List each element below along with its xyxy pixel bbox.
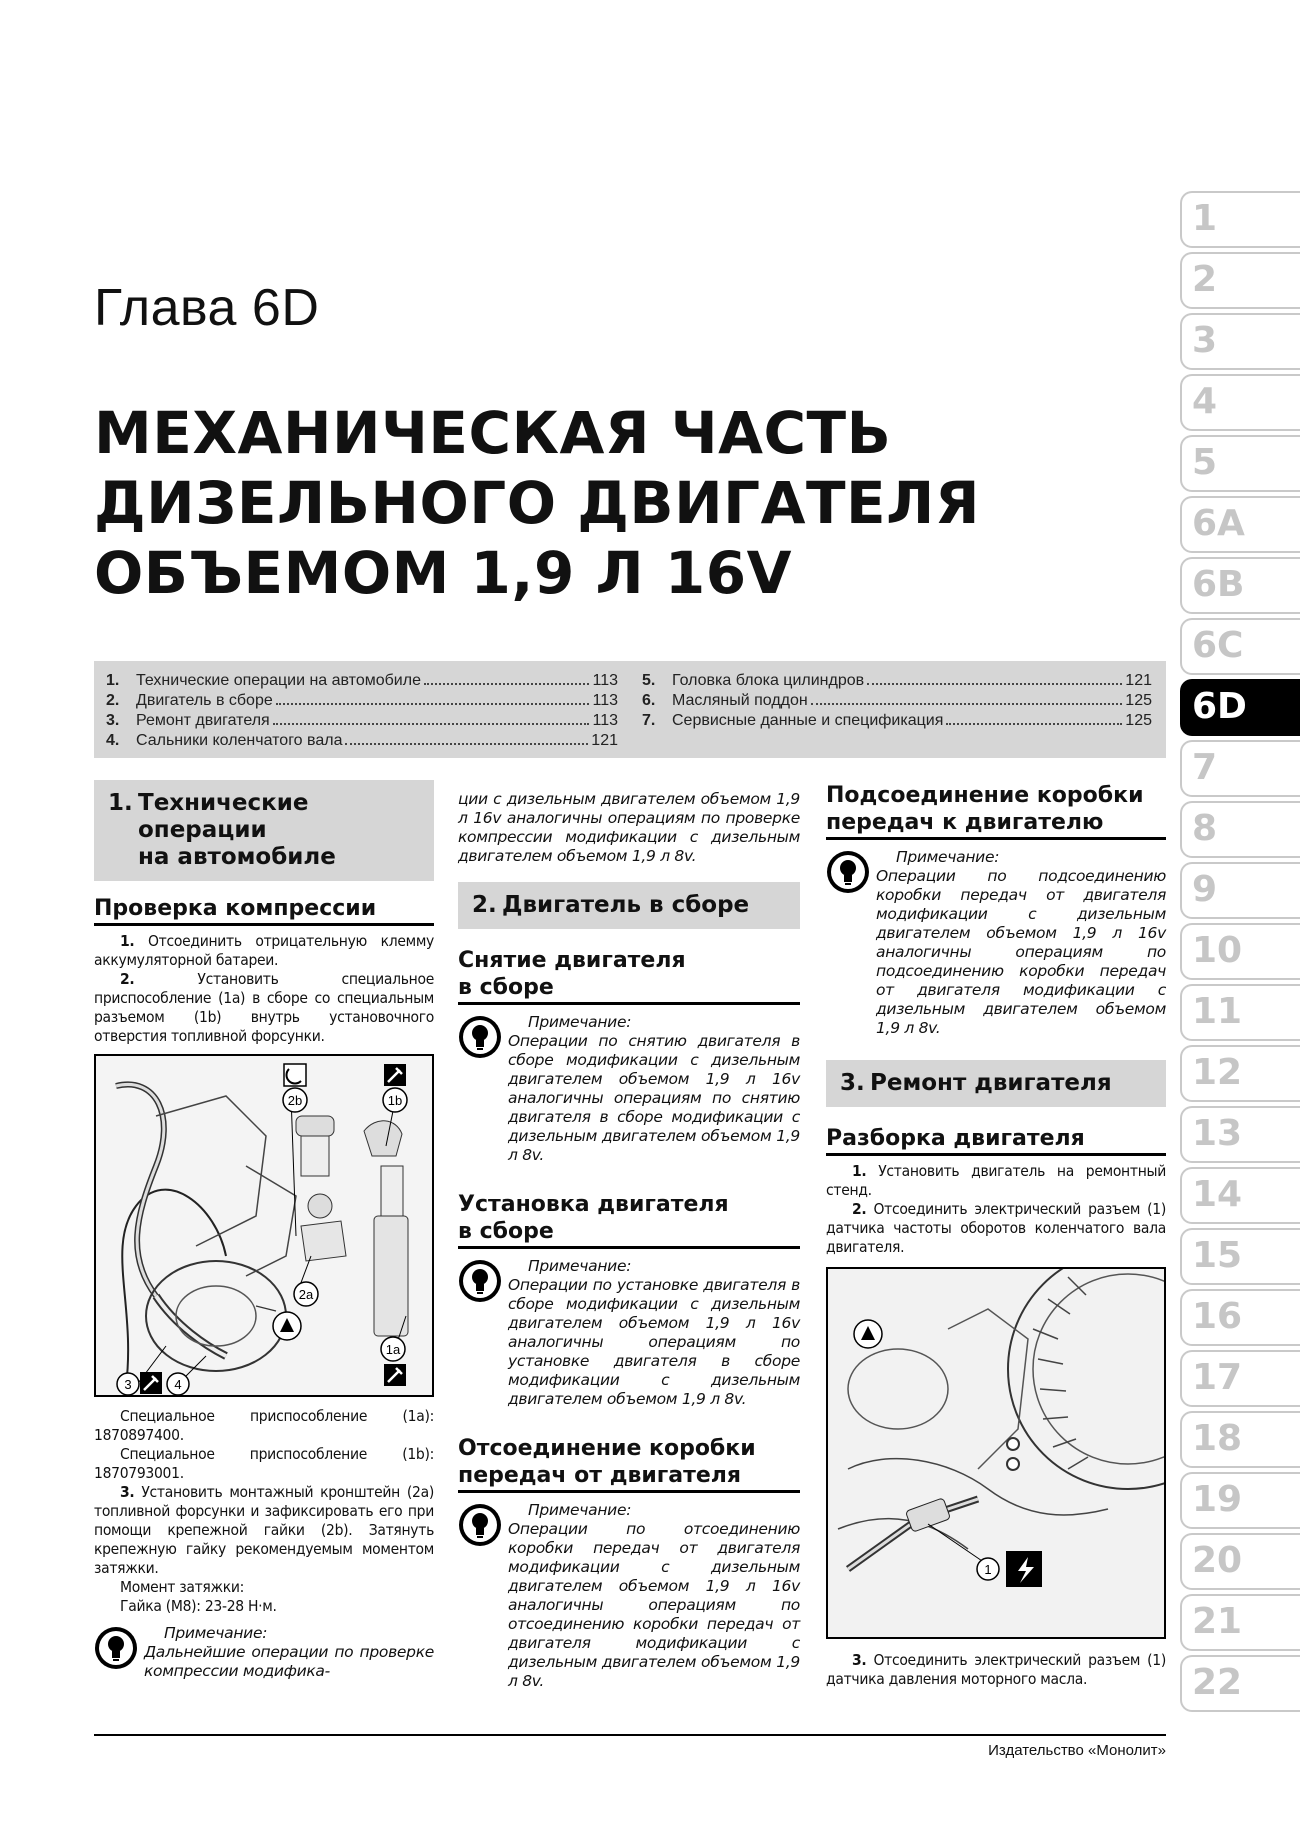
subheading-engine-disassembly: Разборка двигателя [826, 1125, 1166, 1156]
tab-label: 6C [1192, 625, 1244, 666]
tab-label: 5 [1192, 442, 1218, 483]
callout-1b: 1b [387, 1093, 403, 1108]
tab-label: 21 [1192, 1601, 1243, 1642]
body-text [826, 1651, 1166, 1689]
tab-label: 12 [1192, 1052, 1243, 1093]
figure-drawing [96, 1056, 434, 1397]
note [458, 1501, 800, 1691]
section-header-3 [826, 1060, 1166, 1107]
note [94, 1624, 434, 1681]
note [826, 848, 1166, 1038]
section-header-1 [94, 780, 434, 881]
toc-title: Масляный поддон [672, 692, 808, 709]
toc-page-number: 113 [592, 692, 618, 709]
page-title [94, 398, 980, 608]
tab-chapter-12[interactable] [1180, 1042, 1300, 1103]
tab-chapter-8[interactable] [1180, 798, 1300, 859]
tab-label: 17 [1192, 1357, 1243, 1398]
toc-number: 2. [106, 692, 120, 709]
tab-label: 22 [1192, 1662, 1243, 1703]
note-title: Примечание: [896, 848, 1000, 866]
toc-title: Технические операции на автомобиле [136, 672, 421, 689]
section-title: Технические операции на автомобиле [138, 790, 336, 870]
step-text: Отсоединить электрический разъем (1) датчика частоты оборотов коленчатого вала двигателя. [826, 1200, 1166, 1256]
callout-1a: 1a [385, 1342, 401, 1357]
toc-number: 4. [106, 732, 120, 749]
callout-4: 4 [174, 1377, 182, 1392]
tab-label: 8 [1192, 808, 1218, 849]
callout-1: 1 [984, 1562, 992, 1577]
continued-note-text: ции с дизельным двигателем объемом 1,9 л 16v аналогичны операциям по проверке компрессии модификации с дизельным двигателем объемом 1,9 л 8v. [458, 790, 800, 865]
tab-chapter-6c[interactable] [1180, 615, 1300, 676]
tab-label: 1 [1192, 198, 1218, 239]
note-text: Дальнейшие операции по проверке компрессии модифика- [144, 1643, 434, 1680]
tab-label: 6D [1192, 686, 1247, 727]
toc-number: 6. [642, 692, 656, 709]
section-number: 3. [840, 1070, 865, 1096]
tab-chapter-15[interactable] [1180, 1225, 1300, 1286]
note-title: Примечание: [164, 1624, 268, 1642]
step-text: Установить монтажный кронштейн (2a) топливной форсунки и зафиксировать его при помощи крепежной гайки (2b). Затянуть крепежную гайку рекомендуемым моментом затяжки. [94, 1483, 434, 1577]
step-text: Установить специальное приспособление (1a) в сборе со специальным разъемом (1b) внутрь установочного отверстия топливной форсунки. [94, 970, 434, 1045]
toc-page-number: 125 [1125, 712, 1152, 729]
tab-chapter-2[interactable] [1180, 249, 1300, 310]
tab-chapter-10[interactable] [1180, 920, 1300, 981]
tab-label: 14 [1192, 1174, 1243, 1215]
figure-injector-compression-tool [94, 1054, 434, 1397]
torque-label: Момент затяжки: [120, 1578, 245, 1596]
toc-title: Ремонт двигателя [136, 712, 270, 729]
note-title: Примечание: [528, 1501, 632, 1519]
toc-number: 5. [642, 672, 656, 689]
tab-chapter-16[interactable] [1180, 1286, 1300, 1347]
toc-page-number: 113 [592, 672, 618, 689]
column-2 [458, 790, 800, 1691]
step-number: 1. [852, 1162, 867, 1180]
lightbulb-icon [458, 1259, 502, 1303]
toc-leader [811, 691, 1123, 705]
section-number: 2. [472, 892, 497, 918]
tab-chapter-17[interactable] [1180, 1347, 1300, 1408]
tab-chapter-6a[interactable] [1180, 493, 1300, 554]
tab-label: 20 [1192, 1540, 1243, 1581]
tab-label: 6A [1192, 503, 1245, 544]
toc-leader [424, 671, 590, 685]
step-text: Отсоединить отрицательную клемму аккумуляторной батареи. [94, 932, 434, 969]
tab-chapter-7[interactable] [1180, 737, 1300, 798]
publisher-credit: Издательство «Монолит» [988, 1742, 1166, 1759]
section-number: 1. [108, 790, 133, 816]
title-line: ДИЗЕЛЬНОГО ДВИГАТЕЛЯ [94, 469, 980, 537]
tab-chapter-6b[interactable] [1180, 554, 1300, 615]
title-line: ОБЪЕМОМ 1,9 Л 16V [94, 539, 792, 607]
tab-chapter-19[interactable] [1180, 1469, 1300, 1530]
tab-chapter-13[interactable] [1180, 1103, 1300, 1164]
body-text [94, 1407, 434, 1616]
table-of-contents [94, 661, 1166, 758]
chapter-label: Глава 6D [94, 279, 320, 337]
tab-label: 3 [1192, 320, 1218, 361]
chapter-tabs [1180, 188, 1300, 1713]
tab-chapter-3[interactable] [1180, 310, 1300, 371]
toc-left-column [106, 671, 618, 751]
tab-chapter-1[interactable] [1180, 188, 1300, 249]
toc-leader [867, 671, 1122, 685]
body-text [94, 932, 434, 1046]
step-number: 1. [120, 932, 135, 950]
tab-label: 19 [1192, 1479, 1243, 1520]
section-title: Ремонт двигателя [870, 1070, 1112, 1096]
tab-chapter-21[interactable] [1180, 1591, 1300, 1652]
callout-2b: 2b [287, 1093, 303, 1108]
toc-entry[interactable] [642, 691, 1152, 711]
tab-label: 7 [1192, 747, 1218, 788]
callout-3: 3 [124, 1377, 132, 1392]
subheading-gearbox-disconnect: Отсоединение коробки передач от двигателя [458, 1435, 800, 1493]
column-1 [94, 780, 434, 1681]
tab-chapter-11[interactable] [1180, 981, 1300, 1042]
lightbulb-icon [458, 1015, 502, 1059]
toc-title: Сервисные данные и спецификация [672, 712, 944, 729]
tab-chapter-5[interactable] [1180, 432, 1300, 493]
lightbulb-icon [94, 1626, 138, 1670]
subheading-compression-check: Проверка компрессии [94, 895, 434, 926]
step-text: Отсоединить электрический разъем (1) датчика давления моторного масла. [826, 1651, 1166, 1688]
toc-title: Сальники коленчатого вала [136, 732, 343, 749]
step-number: 3. [852, 1651, 867, 1669]
tab-label: 10 [1192, 930, 1243, 971]
body-text [826, 1162, 1166, 1257]
tab-label: 15 [1192, 1235, 1243, 1276]
toc-entry[interactable] [642, 671, 1152, 691]
note-text: Операции по отсоединению коробки передач от двигателя модификации с дизельным двигателем объемом 1,9 л 16v аналогичны операциям по отсоединению коробки передач от двигателя модификации с дизельным двигателем объемом 1,9 л 8v. [508, 1520, 800, 1690]
tab-chapter-14[interactable] [1180, 1164, 1300, 1225]
tab-label: 16 [1192, 1296, 1243, 1337]
toc-entry[interactable] [106, 711, 618, 731]
lightbulb-icon [826, 850, 870, 894]
tab-label: 2 [1192, 259, 1218, 300]
note [458, 1013, 800, 1165]
toc-page-number: 121 [1125, 672, 1152, 689]
tab-label: 4 [1192, 381, 1218, 422]
toc-leader [273, 711, 590, 725]
column-3 [826, 782, 1166, 1689]
note-text: Операции по снятию двигателя в сборе модификации с дизельным двигателем объемом 1,9 л 16v аналогичны операциям по снятию двигателя в сборе модификации с дизельным двигателем объемом 1,9 л 8v. [508, 1032, 800, 1164]
note-title: Примечание: [528, 1013, 632, 1031]
toc-title: Головка блока цилиндров [672, 672, 865, 689]
lightbulb-icon [458, 1503, 502, 1547]
note-title: Примечание: [528, 1257, 632, 1275]
step-text: Установить двигатель на ремонтный стенд. [826, 1162, 1166, 1199]
toc-number: 7. [642, 712, 656, 729]
tab-chapter-22[interactable] [1180, 1652, 1300, 1713]
toc-page-number: 125 [1125, 692, 1152, 709]
tool-spec: Специальное приспособление (1a): 1870897400. [94, 1407, 434, 1444]
toc-leader [276, 691, 590, 705]
note-text: Операции по подсоединению коробки передач от двигателя модификации с дизельным двигателем объемом 1,9 л 16v аналогичны операциям по подсоединению коробки передач от двигателя модификации с дизельным двигателем объемом 1,9 л 8v. [876, 867, 1166, 1037]
tab-chapter-4[interactable] [1180, 371, 1300, 432]
subheading-gearbox-connect: Подсоединение коробки передач к двигателю [826, 782, 1166, 840]
tab-label: 18 [1192, 1418, 1243, 1459]
callout-2a: 2a [298, 1287, 314, 1302]
toc-page-number: 113 [592, 712, 618, 729]
figure-drawing [828, 1269, 1166, 1639]
tab-label: 9 [1192, 869, 1218, 910]
section-header-2 [458, 882, 800, 929]
tab-chapter-6d[interactable] [1180, 676, 1300, 737]
subheading-engine-removal: Снятие двигателя в сборе [458, 947, 800, 1005]
tab-chapter-9[interactable] [1180, 859, 1300, 920]
note-text: Операции по установке двигателя в сборе модификации с дизельным двигателем объемом 1,9 л 16v аналогичны операциям по установке двигателя в сборе модификации с дизельным двигателем объемом 1,9 л 8v. [508, 1276, 800, 1408]
step-number: 2. [120, 970, 135, 988]
toc-page-number: 121 [591, 732, 618, 749]
toc-entry[interactable] [642, 711, 1152, 731]
section-title: Двигатель в сборе [502, 892, 750, 918]
toc-entry[interactable] [106, 731, 618, 751]
tab-label: 6B [1192, 564, 1245, 605]
toc-number: 1. [106, 672, 120, 689]
toc-title: Двигатель в сборе [136, 692, 273, 709]
tool-spec: Специальное приспособление (1b): 1870793001. [94, 1445, 434, 1482]
tab-chapter-20[interactable] [1180, 1530, 1300, 1591]
toc-entry[interactable] [106, 691, 618, 711]
note [458, 1257, 800, 1409]
toc-leader [946, 711, 1122, 725]
tab-label: 11 [1192, 991, 1243, 1032]
figure-crankshaft-sensor-connector [826, 1267, 1166, 1639]
torque-value: Гайка (M8): 23-28 Н·м. [120, 1597, 277, 1615]
toc-number: 3. [106, 712, 120, 729]
footer-divider [94, 1734, 1166, 1736]
tab-chapter-18[interactable] [1180, 1408, 1300, 1469]
subheading-engine-installation: Установка двигателя в сборе [458, 1191, 800, 1249]
toc-right-column [642, 671, 1152, 731]
tab-label: 13 [1192, 1113, 1243, 1154]
step-number: 3. [120, 1483, 135, 1501]
step-number: 2. [852, 1200, 867, 1218]
toc-entry[interactable] [106, 671, 618, 691]
toc-leader [345, 731, 588, 745]
title-line: МЕХАНИЧЕСКАЯ ЧАСТЬ [94, 399, 892, 467]
